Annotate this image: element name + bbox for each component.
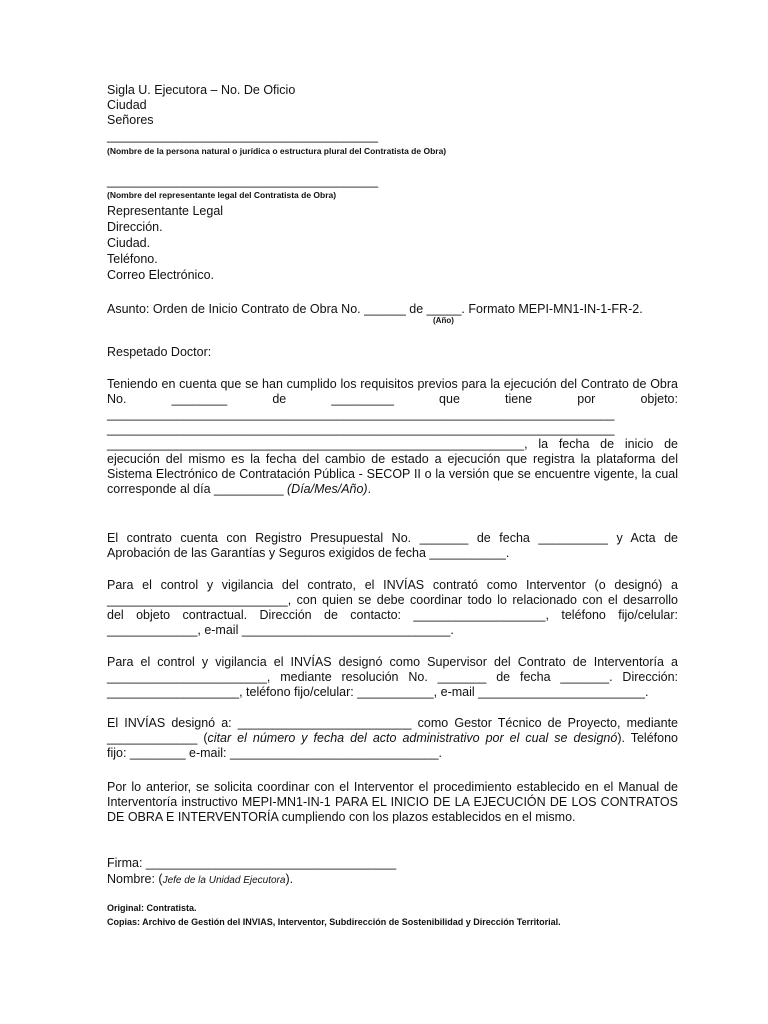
contratista-note: (Nombre de la persona natural o jurídica o estructura plural del Contratista de Obra) xyxy=(107,146,447,156)
p4-line: _______________________, mediante resolución No. _______ de fecha _______. Dirección: xyxy=(107,670,678,684)
nombre xyxy=(107,872,293,888)
p3-line: Para el control y vigilancia del contrato, el INVÍAS contrató como Interventor (o designó) a xyxy=(107,578,678,592)
copias-note: Copias: Archivo de Gestión del INVIAS, Interventor, Subdirección de Sostenibilidad y Dirección Territorial. xyxy=(107,917,561,927)
p1-line: No. ________ de _________ que tiene por objeto: xyxy=(107,392,678,406)
senores: Señores xyxy=(107,113,154,127)
p3-line-last: _____________, e-mail ______________________________. xyxy=(107,623,454,637)
p1-line: Teniendo en cuenta que se han cumplido los requisitos previos para la ejecución del Contrato de Obra xyxy=(107,377,678,391)
p1-line: _________________________________________________________________________ xyxy=(107,422,615,436)
telefono: Teléfono. xyxy=(107,252,158,266)
correo: Correo Electrónico. xyxy=(107,268,214,282)
p1-line-last xyxy=(107,482,678,497)
firma: Firma: ____________________________________ xyxy=(107,856,397,870)
p2-line: El contrato cuenta con Registro Presupuestal No. _______ de fecha __________ y Acta de xyxy=(107,531,678,545)
representante-note: (Nombre del representante legal del Contratista de Obra) xyxy=(107,190,337,200)
p2-line-last: Aprobación de las Garantías y Seguros exigidos de fecha ___________. xyxy=(107,546,510,560)
p1-line: Sistema Electrónico de Contratación Pública - SECOP II o la versión que se encuentre vigente, la cual xyxy=(107,467,678,481)
p6-line: Interventoría instructivo MEPI-MN1-IN-1 PARA EL INICIO DE LA EJECUCIÓN DE LOS CONTRATOS xyxy=(107,795,678,809)
representante-blank: _______________________________________ xyxy=(107,174,379,188)
p5-line: El INVÍAS designó a: _________________________ como Gestor Técnico de Proyecto, mediante xyxy=(107,716,678,730)
p4-line-last: ___________________, teléfono fijo/celular: ___________, e-mail ________________________. xyxy=(107,685,649,699)
p5-blank: _____________ ( xyxy=(107,731,208,745)
original-note: Original: Contratista. xyxy=(107,903,197,913)
ciudad-header: Ciudad xyxy=(107,98,147,112)
p3-line: del objeto contractual. Dirección de contacto: ___________________, teléfono fijo/celular: xyxy=(107,608,678,622)
nombre-role: Jefe de la Unidad Ejecutora xyxy=(162,875,286,886)
p6-line-last: DE OBRA E INTERVENTORÍA cumpliendo con los plazos establecidos en el mismo. xyxy=(107,810,576,824)
p5-line xyxy=(107,731,678,746)
p5-line-last: fijo: ________ e-mail: ______________________________. xyxy=(107,746,443,760)
p5-telefono: ). Teléfono xyxy=(617,731,678,745)
nombre-close: ). xyxy=(285,872,294,886)
direccion: Dirección. xyxy=(107,220,163,234)
nombre-label: Nombre: ( xyxy=(107,872,163,886)
p5-italic-note: citar el número y fecha del acto administrativo por el cual se designó xyxy=(207,731,618,745)
p1-last-period: . xyxy=(367,482,372,496)
p1-line: ejecución del mismo es la fecha del cambio de estado a ejecución que registra la plataforma del xyxy=(107,452,678,466)
fecha-format: (Día/Mes/Año) xyxy=(287,482,368,496)
sigla-oficio: Sigla U. Ejecutora – No. De Oficio xyxy=(107,83,296,97)
contratista-blank: _______________________________________ xyxy=(107,129,379,143)
p1-line: ____________________________________________________________, la fecha de inicio de xyxy=(107,437,678,451)
ano-note: (Año) xyxy=(433,316,454,325)
p4-line: Para el control y vigilancia el INVÍAS designó como Supervisor del Contrato de Interventoría a xyxy=(107,655,678,669)
representante-legal: Representante Legal xyxy=(107,204,224,218)
saludo: Respetado Doctor: xyxy=(107,345,212,359)
p3-line: __________________________, con quien se debe coordinar todo lo relacionado con el desarrollo xyxy=(107,593,678,607)
asunto: Asunto: Orden de Inicio Contrato de Obra No. ______ de _____. Formato MEPI-MN1-IN-1-FR-2. xyxy=(107,302,643,316)
p1-line: _________________________________________________________________________ xyxy=(107,407,615,421)
ciudad: Ciudad. xyxy=(107,236,151,250)
p6-line: Por lo anterior, se solicita coordinar con el Interventor el procedimiento establecido en el Manual de xyxy=(107,780,678,794)
p1-last-text: corresponde al día __________ xyxy=(107,482,288,496)
